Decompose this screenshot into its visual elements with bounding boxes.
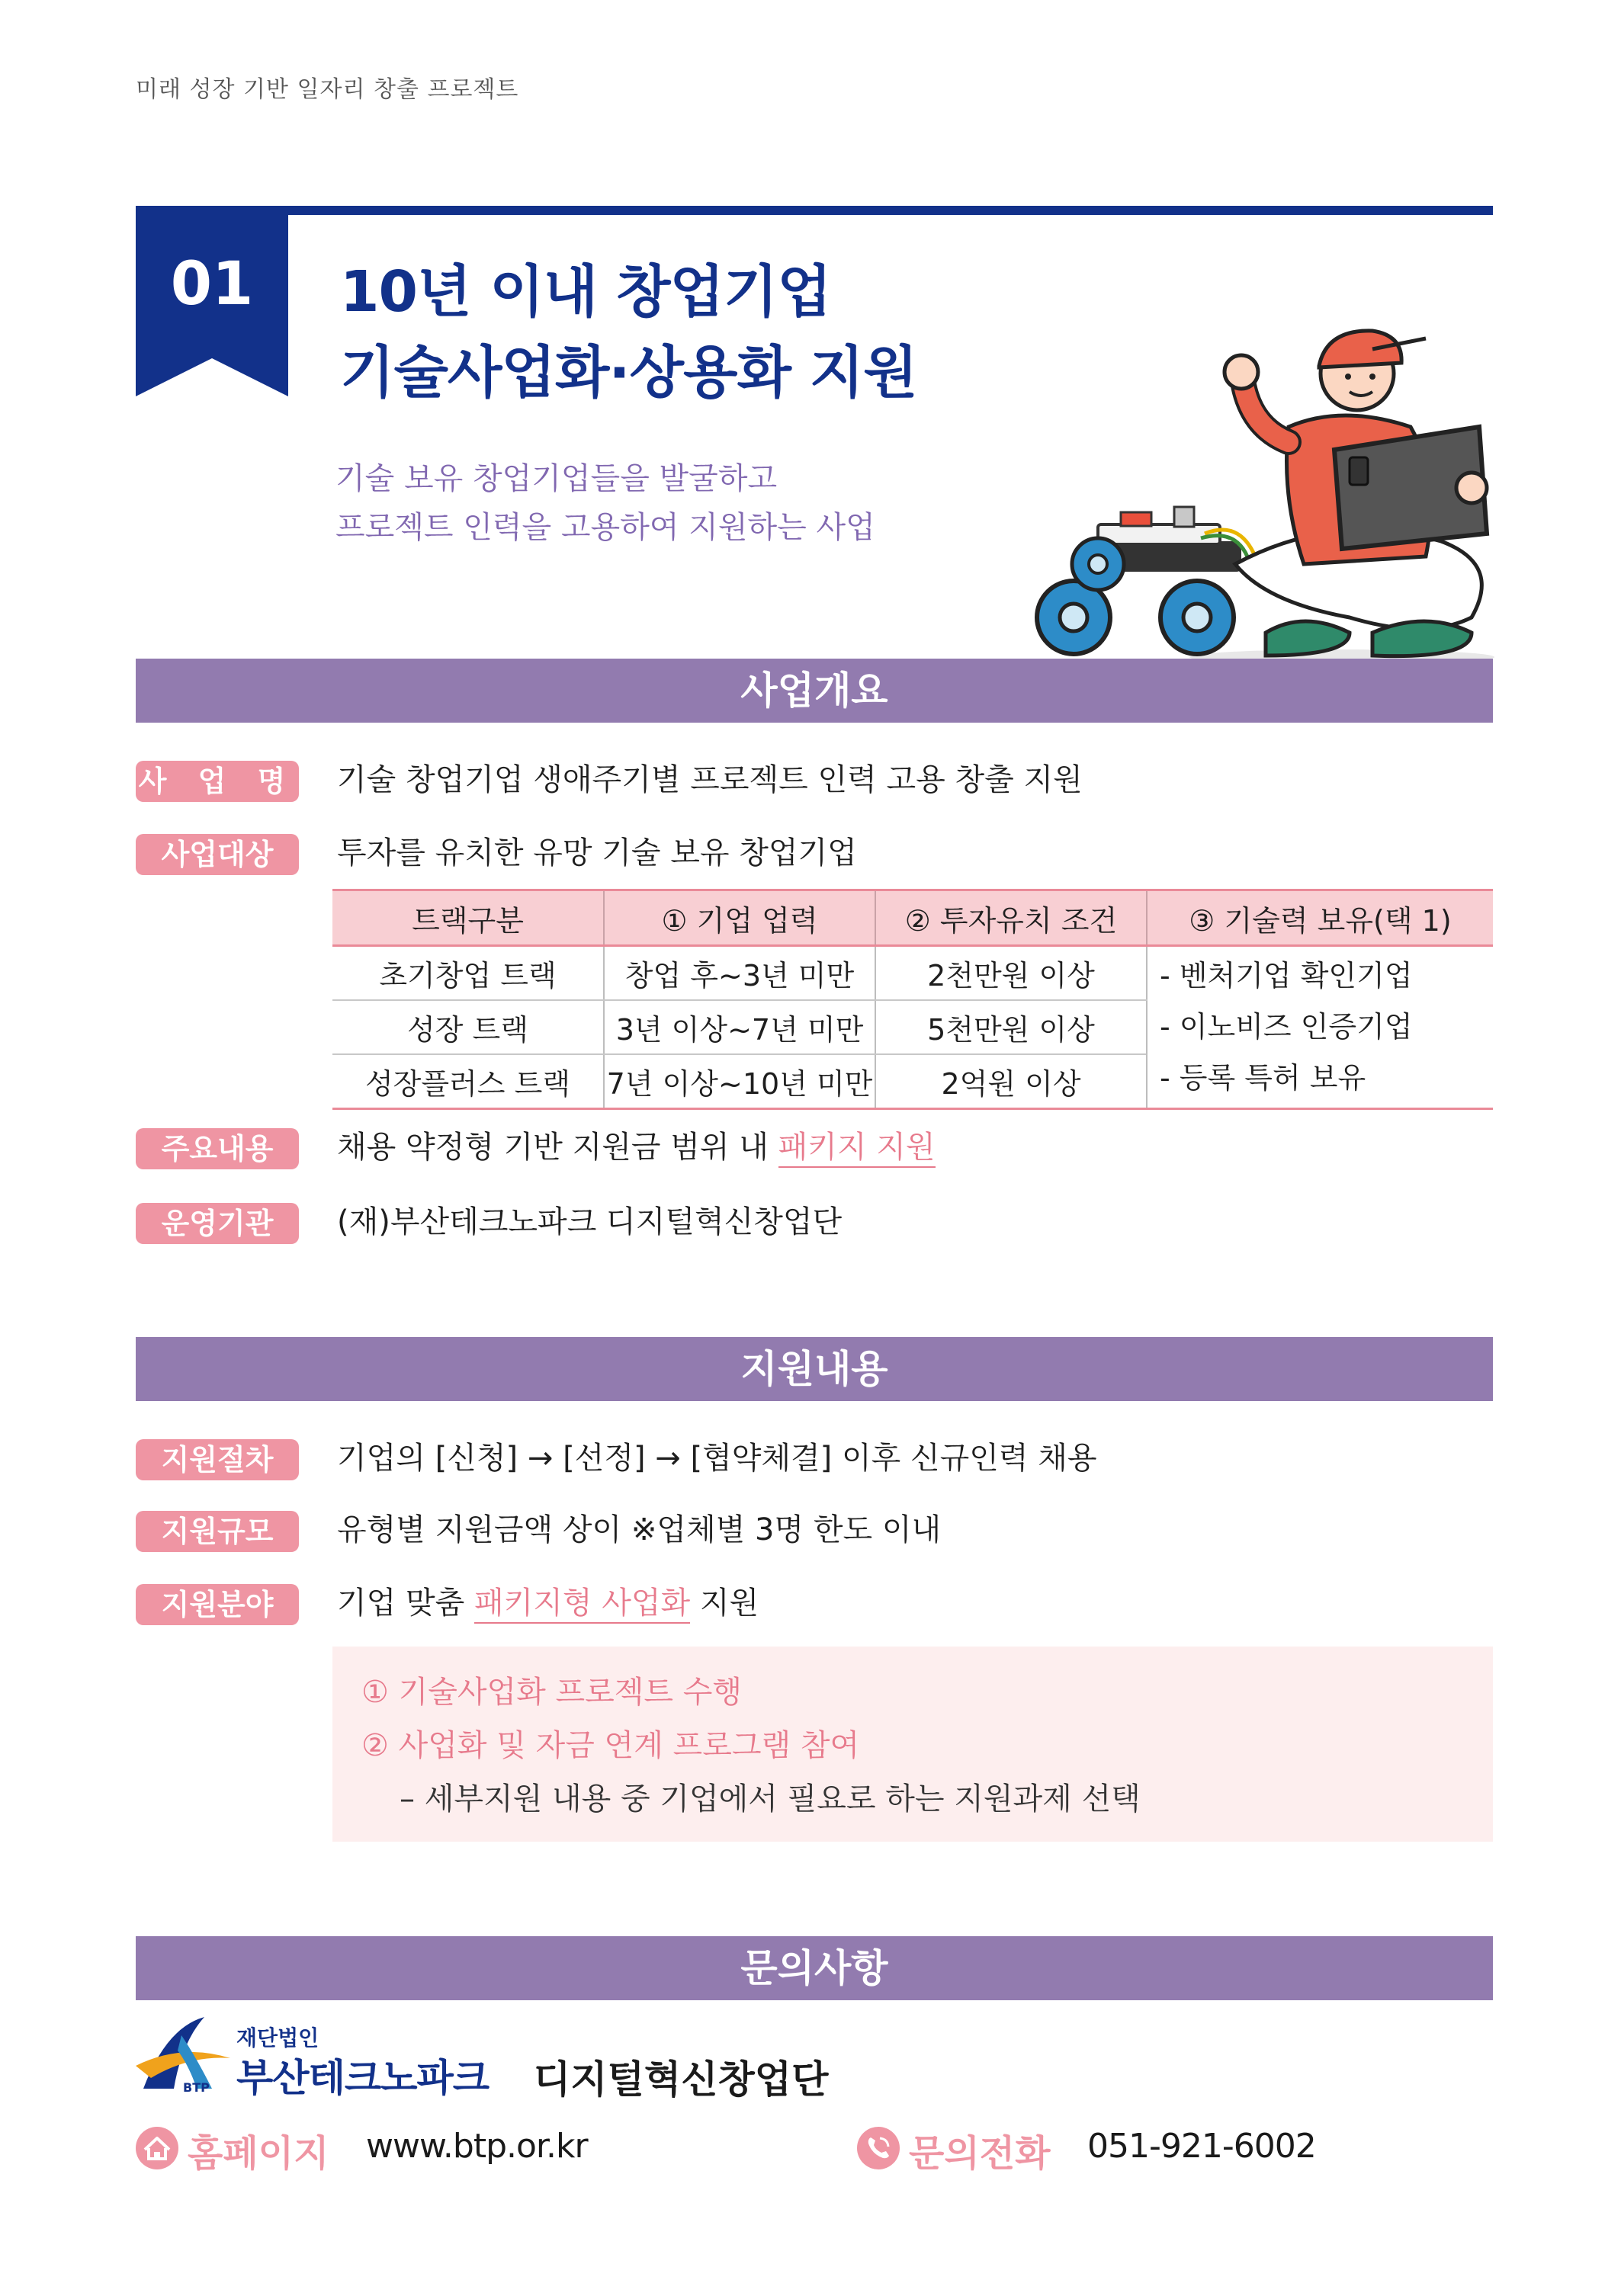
cell-investment: 2천만원 이상 bbox=[875, 946, 1147, 1001]
subtitle bbox=[335, 454, 875, 552]
logo-main-text: 부산테크노파크 bbox=[236, 2056, 490, 2100]
phone-label: 문의전화 bbox=[909, 2132, 1051, 2175]
main-content-text bbox=[337, 1127, 936, 1168]
th-investment: ② 투자유치 조건 bbox=[875, 890, 1147, 946]
track-table bbox=[332, 889, 1493, 1110]
table-row bbox=[332, 946, 1493, 1001]
cell-tech-options bbox=[1147, 946, 1493, 1109]
department-name: 디지털혁신창업단 bbox=[534, 2057, 829, 2102]
business-target-text: 투자를 유치한 유망 기술 보유 창업기업 bbox=[337, 835, 857, 871]
tag-scale: 지원규모 bbox=[136, 1511, 299, 1552]
business-name-text: 기술 창업기업 생애주기별 프로젝트 인력 고용 창출 지원 bbox=[337, 762, 1083, 797]
tag-field: 지원분야 bbox=[136, 1584, 299, 1625]
tag-business-name: 사 업 명 bbox=[136, 761, 299, 802]
support-item-2: ② 사업화 및 자금 연계 프로그램 참여 bbox=[361, 1728, 860, 1763]
support-note: – 세부지원 내용 중 기업에서 필요로 하는 지원과제 선택 bbox=[400, 1781, 1141, 1817]
tech-option: - 등록 특허 보유 bbox=[1160, 1061, 1366, 1095]
cell-track: 성장 트랙 bbox=[332, 1000, 604, 1054]
cell-track: 성장플러스 트랙 bbox=[332, 1054, 604, 1109]
logo-mark-text: BTP bbox=[183, 2080, 210, 2095]
illustration-person-with-robot bbox=[1014, 313, 1502, 671]
top-caption: 미래 성장 기반 일자리 창출 프로젝트 bbox=[136, 76, 519, 103]
phone-icon bbox=[857, 2127, 900, 2169]
th-track: 트랙구분 bbox=[332, 890, 604, 946]
title-line-2: 기술사업화·상용화 지원 bbox=[340, 340, 917, 406]
field-highlight: 패키지형 사업화 bbox=[474, 1586, 690, 1624]
homepage-url[interactable]: www.btp.or.kr bbox=[366, 2127, 588, 2166]
tag-procedure: 지원절차 bbox=[136, 1439, 299, 1480]
home-icon bbox=[136, 2127, 178, 2169]
subtitle-line-2: 프로젝트 인력을 고용하여 지원하는 사업 bbox=[335, 510, 875, 545]
tag-operator: 운영기관 bbox=[136, 1203, 299, 1244]
tech-option: - 이노비즈 인증기업 bbox=[1160, 1010, 1413, 1044]
track-table-header bbox=[332, 890, 1493, 946]
cell-investment: 5천만원 이상 bbox=[875, 1000, 1147, 1054]
field-text bbox=[337, 1583, 759, 1624]
title-line-1: 10년 이내 창업기업 bbox=[340, 259, 831, 325]
main-content-highlight: 패키지 지원 bbox=[778, 1130, 936, 1168]
th-technology: ③ 기술력 보유(택 1) bbox=[1147, 890, 1493, 946]
field-suffix: 지원 bbox=[690, 1586, 759, 1621]
logo-small-text: 재단법인 bbox=[236, 2025, 319, 2051]
phone-number[interactable]: 051-921-6002 bbox=[1087, 2127, 1316, 2166]
scale-text: 유형별 지원금액 상이 ※업체별 3명 한도 이내 bbox=[337, 1512, 942, 1547]
section-heading-contact: 문의사항 bbox=[136, 1936, 1493, 2000]
section-number: 01 bbox=[170, 250, 254, 319]
field-prefix: 기업 맞춤 bbox=[337, 1586, 474, 1621]
operator-text: (재)부산테크노파크 디지털혁신창업단 bbox=[337, 1204, 843, 1239]
tag-business-target: 사업대상 bbox=[136, 834, 299, 875]
person-icon bbox=[1225, 331, 1487, 656]
page-title bbox=[340, 252, 917, 413]
cell-track: 초기창업 트랙 bbox=[332, 946, 604, 1001]
section-heading-overview: 사업개요 bbox=[136, 659, 1493, 723]
header-rule bbox=[136, 206, 1493, 215]
cell-age: 7년 이상~10년 미만 bbox=[604, 1054, 875, 1109]
procedure-text: 기업의 [신청] → [선정] → [협약체결] 이후 신규인력 채용 bbox=[337, 1441, 1097, 1476]
robot-car-icon bbox=[1037, 507, 1258, 654]
cell-age: 창업 후~3년 미만 bbox=[604, 946, 875, 1001]
homepage-label: 홈페이지 bbox=[188, 2132, 329, 2175]
tech-option: - 벤처기업 확인기업 bbox=[1160, 959, 1413, 992]
cell-age: 3년 이상~7년 미만 bbox=[604, 1000, 875, 1054]
support-item-1: ① 기술사업화 프로젝트 수행 bbox=[361, 1675, 743, 1710]
btp-logo-icon bbox=[136, 2012, 232, 2096]
section-heading-support: 지원내용 bbox=[136, 1337, 1493, 1401]
cell-investment: 2억원 이상 bbox=[875, 1054, 1147, 1109]
main-content-prefix: 채용 약정형 기반 지원금 범위 내 bbox=[337, 1130, 778, 1165]
th-company-age: ① 기업 업력 bbox=[604, 890, 875, 946]
subtitle-line-1: 기술 보유 창업기업들을 발굴하고 bbox=[335, 461, 778, 496]
tag-main-content: 주요내용 bbox=[136, 1128, 299, 1169]
